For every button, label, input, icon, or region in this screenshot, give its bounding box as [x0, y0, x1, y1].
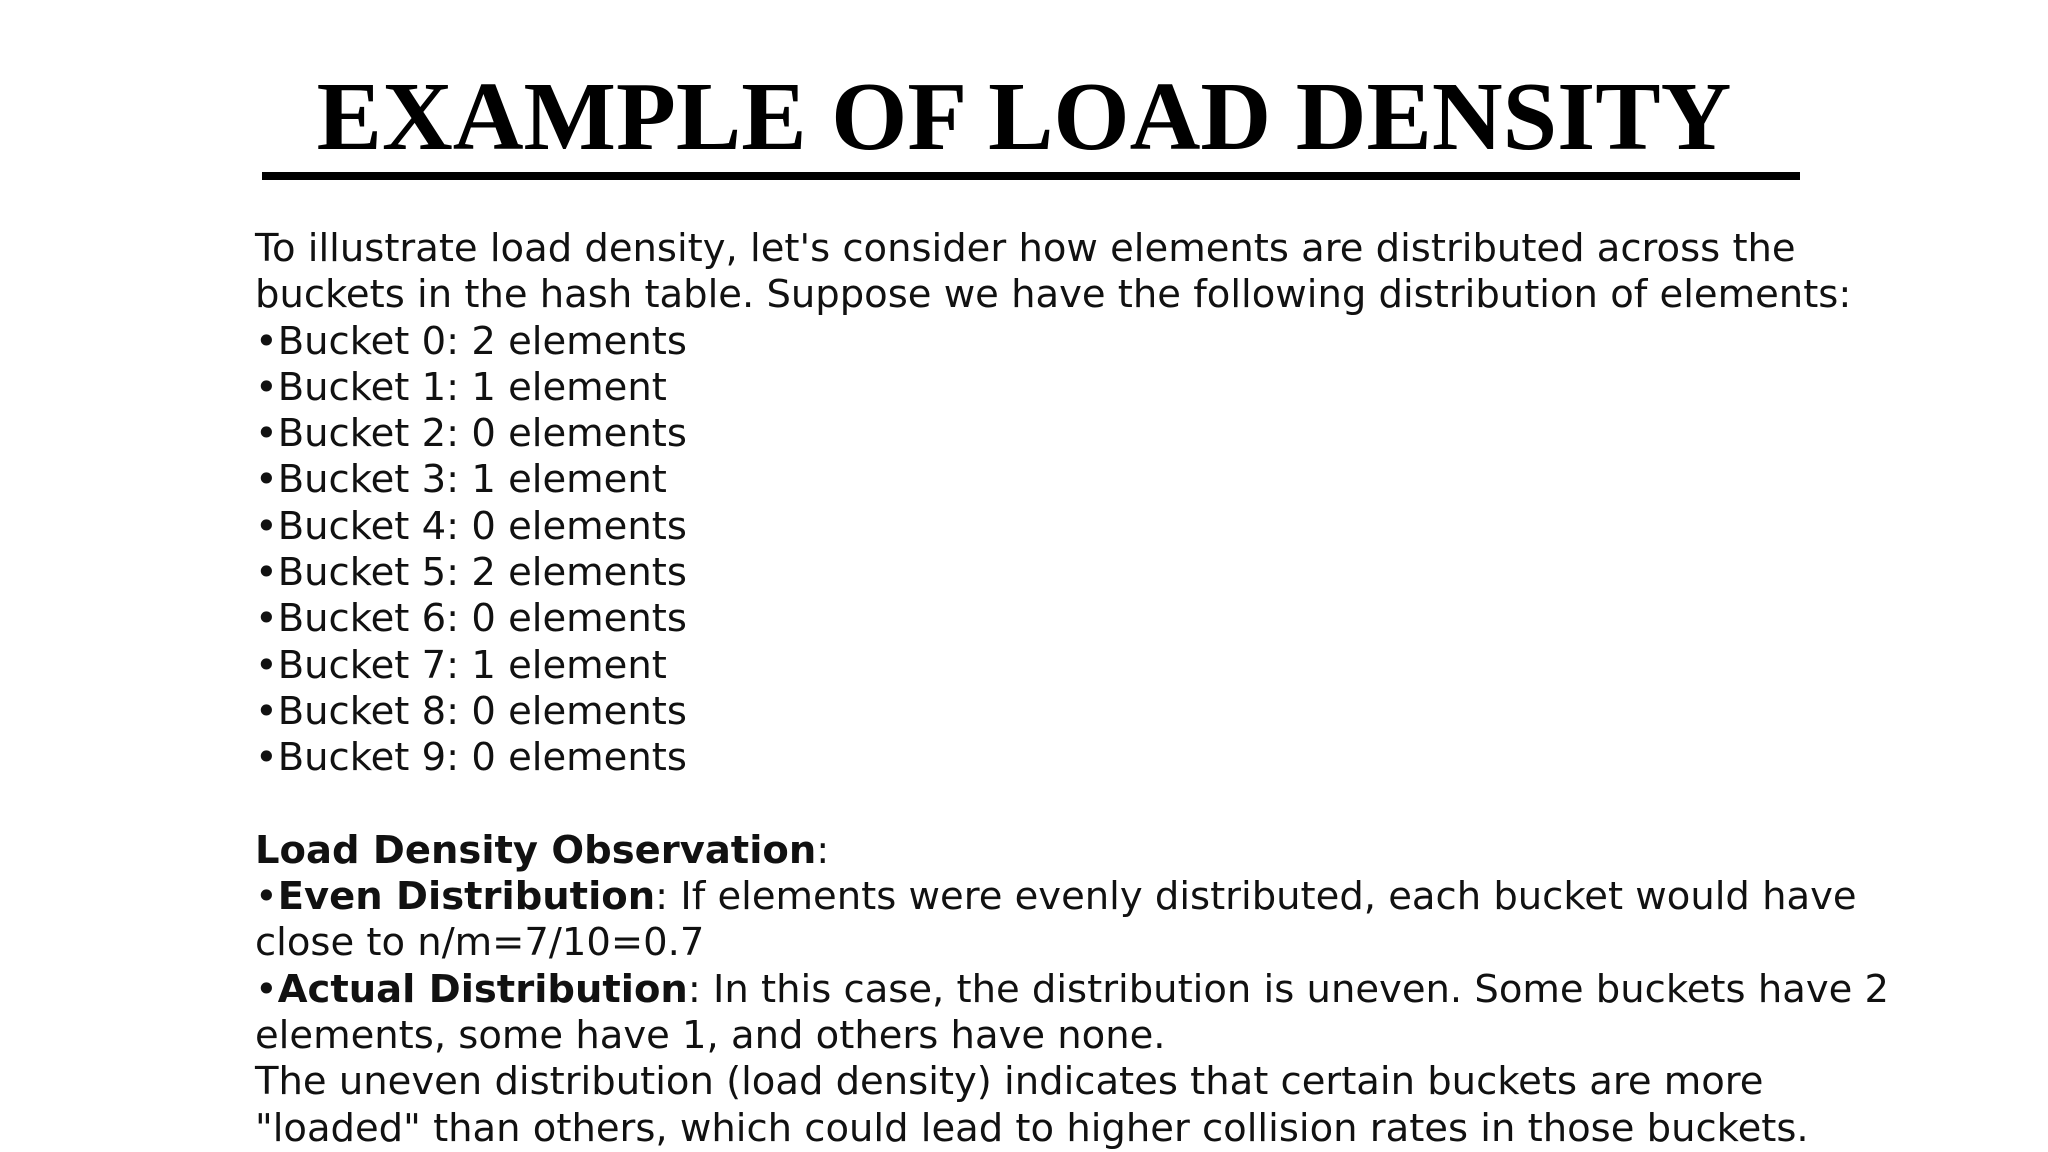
- bullet-glyph: •: [255, 364, 278, 410]
- list-item: [255, 504, 1915, 550]
- observation-heading-colon: :: [816, 827, 830, 873]
- slide-body: [255, 226, 1915, 1152]
- title-underline: [262, 172, 1800, 180]
- bucket-text: Bucket 4: 0 elements: [277, 503, 687, 549]
- bucket-list: [255, 319, 1915, 782]
- actual-distribution-text: : In this case, the distribution is uneven. Some buckets have 2 elements, some have 1, and others have none.: [255, 966, 1890, 1059]
- bullet-glyph: •: [255, 688, 278, 734]
- list-item: [255, 319, 1915, 365]
- actual-distribution-item: [255, 967, 1915, 1060]
- conclusion-paragraph: The uneven distribution (load density) indicates that certain buckets are more "loaded" than others, which could lead to higher collision rates in those buckets.: [255, 1059, 1809, 1151]
- bullet-glyph: •: [255, 735, 278, 781]
- list-item: [255, 550, 1915, 596]
- bullet-glyph: •: [255, 874, 278, 920]
- bullet-glyph: •: [255, 457, 278, 503]
- blank-line: [255, 782, 1915, 828]
- bucket-text: Bucket 1: 1 element: [277, 364, 667, 410]
- bullet-glyph: •: [255, 503, 278, 549]
- bucket-text: Bucket 0: 2 elements: [277, 318, 687, 364]
- even-distribution-text: : If elements were evenly distributed, each bucket would have close to n/m=7/10=0.7: [255, 874, 1857, 966]
- bullet-glyph: •: [255, 642, 278, 688]
- bucket-text: Bucket 5: 2 elements: [277, 550, 687, 596]
- bullet-glyph: •: [255, 550, 278, 596]
- intro-paragraph: To illustrate load density, let's consider how elements are distributed across the buckets in the hash table. Suppose we have the following distribution of elements:: [255, 226, 1852, 318]
- bucket-text: Bucket 8: 0 elements: [277, 688, 687, 734]
- observation-heading: [255, 828, 1915, 874]
- list-item: [255, 643, 1915, 689]
- list-item: [255, 689, 1915, 735]
- bucket-text: Bucket 6: 0 elements: [277, 596, 687, 642]
- bucket-text: Bucket 7: 1 element: [277, 642, 667, 688]
- list-item: [255, 365, 1915, 411]
- even-distribution-label: Even Distribution: [277, 874, 656, 920]
- even-distribution-item: [255, 874, 1915, 967]
- observation-heading-label: Load Density Observation: [255, 827, 817, 873]
- bucket-text: Bucket 9: 0 elements: [277, 735, 687, 781]
- slide-title: EXAMPLE OF LOAD DENSITY: [316, 63, 1732, 171]
- bucket-text: Bucket 2: 0 elements: [277, 411, 687, 457]
- list-item: [255, 411, 1915, 457]
- list-item: [255, 457, 1915, 503]
- bucket-text: Bucket 3: 1 element: [277, 457, 667, 503]
- bullet-glyph: •: [255, 596, 278, 642]
- list-item: [255, 596, 1915, 642]
- list-item: [255, 735, 1915, 781]
- bullet-glyph: •: [255, 411, 278, 457]
- actual-distribution-label: Actual Distribution: [277, 966, 688, 1012]
- bullet-glyph: •: [255, 966, 278, 1012]
- bullet-glyph: •: [255, 318, 278, 364]
